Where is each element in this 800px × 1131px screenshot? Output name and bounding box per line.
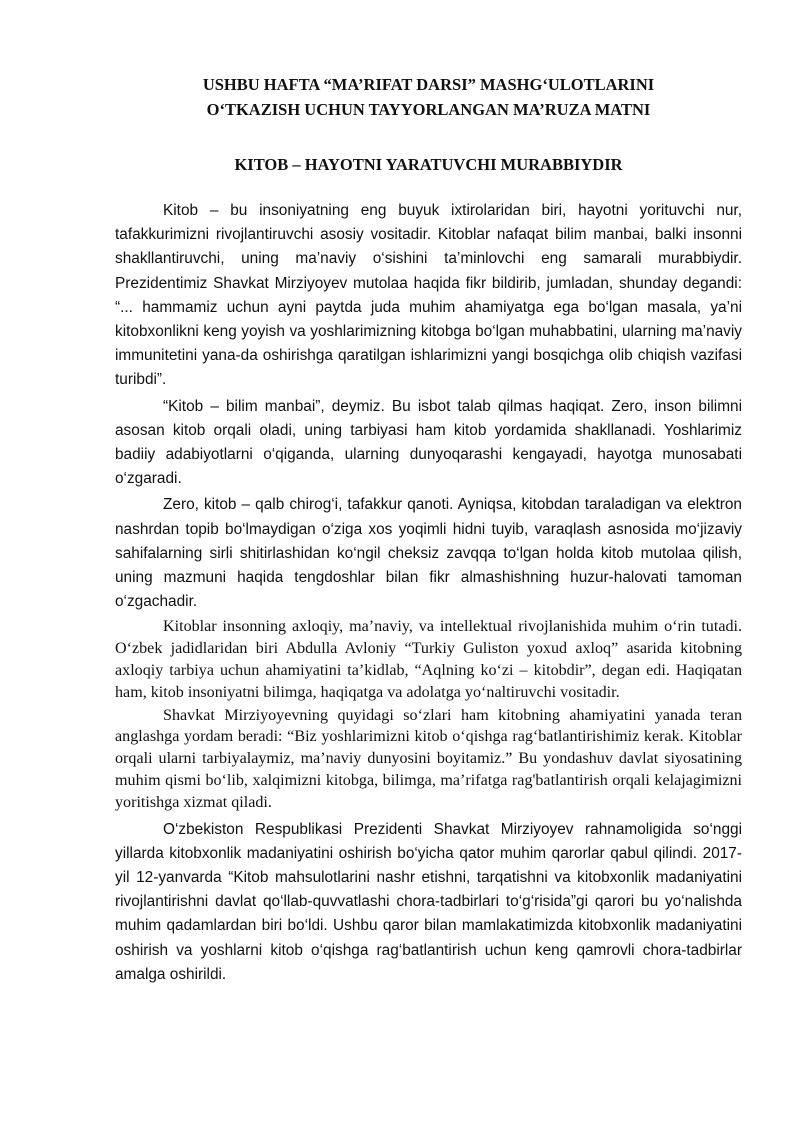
- paragraph-4: Kitoblar insonning axloqiy, ma’naviy, va intellektual rivojlanishida muhim o‘rin tutadi. O‘zbek jadidlaridan biri Abdulla Avloniy “Turkiy Guliston yoxud axloq” asarida kitobning axloqiy tarbiya uchun ahamiyatini ta’kidlab, “Aqlning ko‘zi – kitobdir”, degan edi. Haqiqatan ham, kitob insoniyatni bilimga, haqiqatga va adolatga yo‘naltiruvchi vositadir.: [115, 618, 742, 701]
- paragraph-6: O‘zbekiston Respublikasi Prezidenti Shavkat Mirziyoyev rahnamoligida so‘nggi yillarda kitobxonlik madaniyatini oshirish bo‘yicha qator muhim qarorlar qabul qilindi. 2017-yil 12-yanvarda “Kitob mahsulotlarini nashr etishni, tarqatishni va kitobxonlik madaniyatini rivojlantirishni davlat qo‘llab-quvvatlashi chora-tadbirlari to‘g‘risida”gi qarori bu yo‘nalishda muhim qadamlardan biri bo‘ldi. Ushbu qaror bilan mamlakatimizda kitobxonlik madaniyatini oshirish va yoshlarni kitob o‘qishga rag‘batlantirish uchun keng qamrovli chora-tadbirlar amalga oshirildi.: [115, 820, 742, 983]
- header-line-2: O‘TKAZISH UCHUN TAYYORLANGAN MA’RUZA MATNI: [206, 100, 651, 119]
- document-title: KITOB – HAYOTNI YARATUVCHI MURABBIYDIR: [234, 155, 623, 174]
- paragraph-3: Zero, kitob – qalb chirog‘i, tafakkur qanoti. Ayniqsa, kitobdan taraladigan va elektron nashrdan topib bo‘lmaydigan o‘ziga xos yoqimli hidni tuyib, varaqlash asnosida mo‘jizaviy sahifalarning sirli shitirlashidan ko‘ngil cheksiz zavqqa to‘lgan holda kitob mutolaa qilish, uning mazmuni haqida tengdoshlar bilan fikr almashishning huzur-halovati tamoman o‘zgachadir.: [115, 496, 742, 611]
- header-line-1: USHBU HAFTA “MA’RIFAT DARSI” MASHG‘ULOTLARINI: [202, 75, 655, 94]
- paragraph-1: Kitob – bu insoniyatning eng buyuk ixtirolaridan biri, hayotni yorituvchi nur, tafakkurimizni rivojlantiruvchi asosiy vositadir. Kitoblar nafaqat bilim manbai, balki insonni shakllantiruvchi, uning ma’naviy o‘sishini ta’minlovchi eng samarali murabbiydir. Prezidentimiz Shavkat Mirziyoyev mutolaa haqida fikr bildirib, jumladan, shunday degandi: “... hammamiz uchun ayni paytda juda muhim ahamiyatga ega bo‘lgan masala, ya’ni kitobxonlikni keng yoyish va yoshlarimizning kitobga bo‘lgan muhabbatini, ularning ma’naviy immunitetini yana-da oshirishga qaratilgan ishlarimizni yangi bosqichga olib chiqish vazifasi turibdi”.: [115, 202, 742, 389]
- paragraph-5: Shavkat Mirziyoyevning quyidagi so‘zlari ham kitobning ahamiyatini yanada teran anglashga yordam beradi: “Biz yoshlarimizni kitob o‘qishga rag‘batlantirishimiz kerak. Kitoblar orqali ularni tarbiyalaymiz, ma’naviy dunyosini boyitamiz.” Bu yondashuv davlat siyosatining muhim qismi bo‘lib, xalqimizni kitobga, bilimga, ma’rifatga rag'batlantirish orqali kelajagimizni yoritishga xizmat qiladi.: [115, 706, 742, 811]
- paragraph-2: “Kitob – bilim manbai”, deymiz. Bu isbot talab qilmas haqiqat. Zero, inson bilimni asosan kitob orqali oladi, uning tarbiyasi ham kitob yordamida shakllanadi. Yoshlarimiz badiiy adabiyotlarni o‘qiganda, ularning dunyoqarashi kengayadi, hayotga munosabati o‘zgaradi.: [115, 397, 742, 488]
- document-page: [115, 72, 742, 989]
